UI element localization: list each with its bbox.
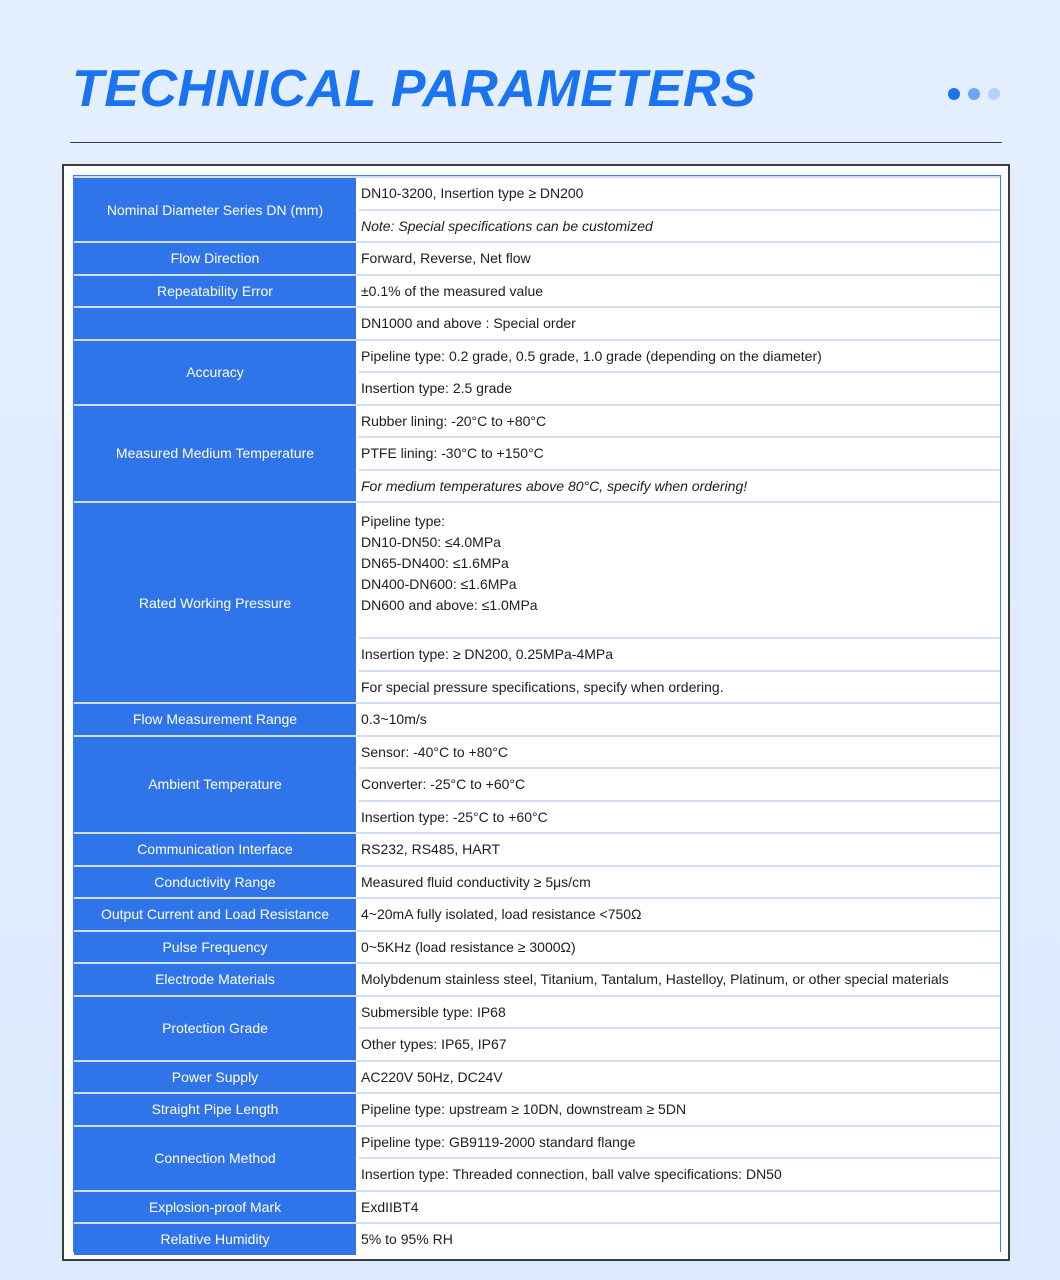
parameter-label: Protection Grade [74, 997, 359, 1060]
parameter-value-line: Pipeline type: [361, 513, 446, 529]
parameter-label: Pulse Frequency [74, 932, 359, 963]
parameter-value: Measured fluid conductivity ≥ 5μs/cm [359, 867, 1000, 898]
parameter-value: Note: Special specifications can be customized [359, 211, 1000, 242]
table-row [74, 964, 1000, 995]
parameter-value: DN10-3200, Insertion type ≥ DN200 [359, 178, 1000, 209]
parameter-label: Communication Interface [74, 834, 359, 865]
table-row [74, 503, 1000, 637]
parameter-value: Insertion type: 2.5 grade [359, 373, 1000, 404]
parameter-label: Measured Medium Temperature [74, 406, 359, 502]
table-row [74, 704, 1000, 735]
table-row [74, 341, 1000, 372]
parameters-table [74, 176, 1000, 1257]
table-row [74, 1094, 1000, 1125]
parameters-table-body [74, 178, 1000, 1255]
dot-icon [948, 88, 960, 100]
parameter-value: Rubber lining: -20°C to +80°C [359, 406, 1000, 437]
parameter-value: ExdIIBT4 [359, 1192, 1000, 1223]
parameter-value: 5% to 95% RH [359, 1224, 1000, 1255]
parameter-value: 4~20mA fully isolated, load resistance <750Ω [359, 899, 1000, 930]
table-row [74, 1127, 1000, 1158]
table-row [74, 737, 1000, 768]
title-divider [70, 142, 1002, 143]
parameter-label: Straight Pipe Length [74, 1094, 359, 1125]
parameter-label: Electrode Materials [74, 964, 359, 995]
parameter-value-line: DN65-DN400: ≤1.6MPa [361, 555, 509, 571]
parameter-label: Power Supply [74, 1062, 359, 1093]
parameters-table-container [73, 175, 1001, 1252]
parameter-label: Repeatability Error [74, 276, 359, 307]
parameter-label: Ambient Temperature [74, 737, 359, 833]
parameter-label [74, 308, 359, 339]
page-title: TECHNICAL PARAMETERS [72, 60, 757, 118]
table-row [74, 867, 1000, 898]
parameter-label: Relative Humidity [74, 1224, 359, 1255]
table-row [74, 1062, 1000, 1093]
table-row [74, 997, 1000, 1028]
table-row [74, 178, 1000, 209]
dot-icon [988, 88, 1000, 100]
parameter-value: Converter: -25°C to +60°C [359, 769, 1000, 800]
table-row [74, 1224, 1000, 1255]
parameter-value: Molybdenum stainless steel, Titanium, Tantalum, Hastelloy, Platinum, or other special materials [359, 964, 1000, 995]
parameter-label: Explosion-proof Mark [74, 1192, 359, 1223]
table-row [74, 899, 1000, 930]
parameter-value: For special pressure specifications, specify when ordering. [359, 672, 1000, 703]
parameter-value: Pipeline type: upstream ≥ 10DN, downstream ≥ 5DN [359, 1094, 1000, 1125]
parameter-value: 0.3~10m/s [359, 704, 1000, 735]
parameter-value-line: DN600 and above: ≤1.0MPa [361, 597, 538, 613]
parameter-value: Other types: IP65, IP67 [359, 1029, 1000, 1060]
table-row [74, 276, 1000, 307]
parameter-value: Insertion type: -25°C to +60°C [359, 802, 1000, 833]
table-row [74, 1192, 1000, 1223]
table-row [74, 243, 1000, 274]
parameter-label: Output Current and Load Resistance [74, 899, 359, 930]
parameter-value: Submersible type: IP68 [359, 997, 1000, 1028]
parameter-value-line: DN400-DN600: ≤1.6MPa [361, 576, 517, 592]
table-row [74, 406, 1000, 437]
parameter-value: Pipeline type: GB9119-2000 standard flange [359, 1127, 1000, 1158]
parameter-value: Insertion type: Threaded connection, ball valve specifications: DN50 [359, 1159, 1000, 1190]
parameter-value: 0~5KHz (load resistance ≥ 3000Ω) [359, 932, 1000, 963]
parameter-value: For medium temperatures above 80°C, specify when ordering! [359, 471, 1000, 502]
pager-dots [948, 88, 1000, 100]
parameter-value: Forward, Reverse, Net flow [359, 243, 1000, 274]
table-row [74, 834, 1000, 865]
parameter-label: Nominal Diameter Series DN (mm) [74, 178, 359, 241]
parameter-label: Flow Measurement Range [74, 704, 359, 735]
parameter-value: ±0.1% of the measured value [359, 276, 1000, 307]
parameter-value: PTFE lining: -30°C to +150°C [359, 438, 1000, 469]
parameter-label: Rated Working Pressure [74, 503, 359, 702]
table-row [74, 932, 1000, 963]
parameter-label: Conductivity Range [74, 867, 359, 898]
parameter-label: Accuracy [74, 341, 359, 404]
parameter-value-line: DN10-DN50: ≤4.0MPa [361, 534, 501, 550]
parameter-value: Insertion type: ≥ DN200, 0.25MPa-4MPa [359, 639, 1000, 670]
dot-icon [968, 88, 980, 100]
table-row [74, 308, 1000, 339]
parameter-value: AC220V 50Hz, DC24V [359, 1062, 1000, 1093]
parameter-value [359, 503, 1000, 637]
parameter-value: RS232, RS485, HART [359, 834, 1000, 865]
parameter-label: Flow Direction [74, 243, 359, 274]
parameter-value: Sensor: -40°C to +80°C [359, 737, 1000, 768]
parameter-value: Pipeline type: 0.2 grade, 0.5 grade, 1.0 grade (depending on the diameter) [359, 341, 1000, 372]
parameter-label: Connection Method [74, 1127, 359, 1190]
parameter-value: DN1000 and above : Special order [359, 308, 1000, 339]
parameters-frame [62, 164, 1010, 1261]
